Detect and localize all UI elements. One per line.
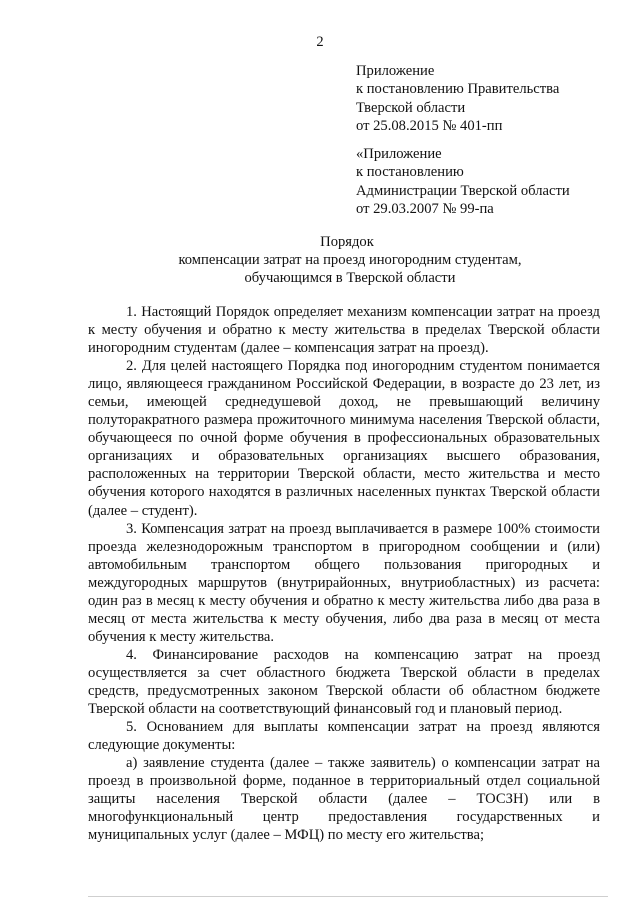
bottom-divider bbox=[88, 896, 608, 897]
annex-original-line: Администрации Тверской области bbox=[356, 182, 570, 199]
paragraph-5: 5. Основанием для выплаты компенсации затрат на проезд являются следующие документы: bbox=[88, 719, 600, 754]
paragraph-1: 1. Настоящий Порядок определяет механизм компенсации затрат на проезд к месту обучения и обратно к месту жительства в пределах Тверской области иногородним студентам (далее – компенсация затрат на проезд). bbox=[88, 304, 600, 357]
annex-current-block bbox=[356, 62, 559, 135]
annex-original-line: к постановлению bbox=[356, 164, 464, 181]
paragraph-4: 4. Финансирование расходов на компенсацию затрат на проезд осуществляется за счет областного бюджета Тверской области в пределах средств, предусмотренных законом Тверской области об областном бюджете Тверской области на соответствующий финансовый год и плановый период. bbox=[88, 646, 600, 718]
annex-current-line: к постановлению Правительства bbox=[356, 81, 560, 98]
annex-current-line: Тверской области bbox=[356, 99, 466, 116]
annex-current-line: от 25.08.2015 № 401-пп bbox=[356, 117, 503, 134]
document-subtitle bbox=[60, 251, 640, 288]
paragraph-2: 2. Для целей настоящего Порядка под иногородним студентом понимается лицо, являющееся гражданином Российской Федерации, в возрасте до 23 лет, из семьи, имеющей среднедушевой доход, не превышающий величину полуторакратного размера прожиточного минимума населения Тверской области, обучающееся по очной форме обучения в профессиональных образовательных организациях и образовательных организациях высшего образования, расположенных на территории Тверской области, место жительства и место обучения которого находятся в различных населенных пунктах Тверской области (далее – студент). bbox=[88, 358, 600, 519]
document-body bbox=[88, 303, 600, 844]
annex-original-line: «Приложение bbox=[356, 146, 442, 162]
document-subtitle-line: компенсации затрат на проезд иногородним студентам, bbox=[178, 252, 522, 268]
document-title: Порядок bbox=[320, 234, 374, 250]
annex-original-block bbox=[356, 145, 570, 218]
annex-current-line: Приложение bbox=[356, 63, 435, 79]
paragraph-5a: а) заявление студента (далее – также заявитель) о компенсации затрат на проезд в произвольной форме, поданное в территориальный отдел социальной защиты населения Тверской области (далее – ТОСЗН) или в многофункциональный центр предоставления государственных и муниципальных услуг (далее – МФЦ) по месту его жительства; bbox=[88, 755, 600, 844]
annex-original-line: от 29.03.2007 № 99-па bbox=[356, 200, 494, 217]
page-number: 2 bbox=[316, 34, 324, 50]
document-subtitle-line: обучающимся в Тверской области bbox=[244, 270, 456, 287]
paragraph-3: 3. Компенсация затрат на проезд выплачивается в размере 100% стоимости проезда железнодорожным транспортом в пригородном сообщении и (или) автомобильным транспортом общего пользования пригородных и междугородных маршрутов (внутрирайонных, внутриобластных) из расчета: один раз в месяц к месту обучения и обратно к месту жительства либо два раза в месяц от места жительства к месту обучения, либо два раза в месяц от места обучения к месту жительства. bbox=[88, 520, 600, 645]
